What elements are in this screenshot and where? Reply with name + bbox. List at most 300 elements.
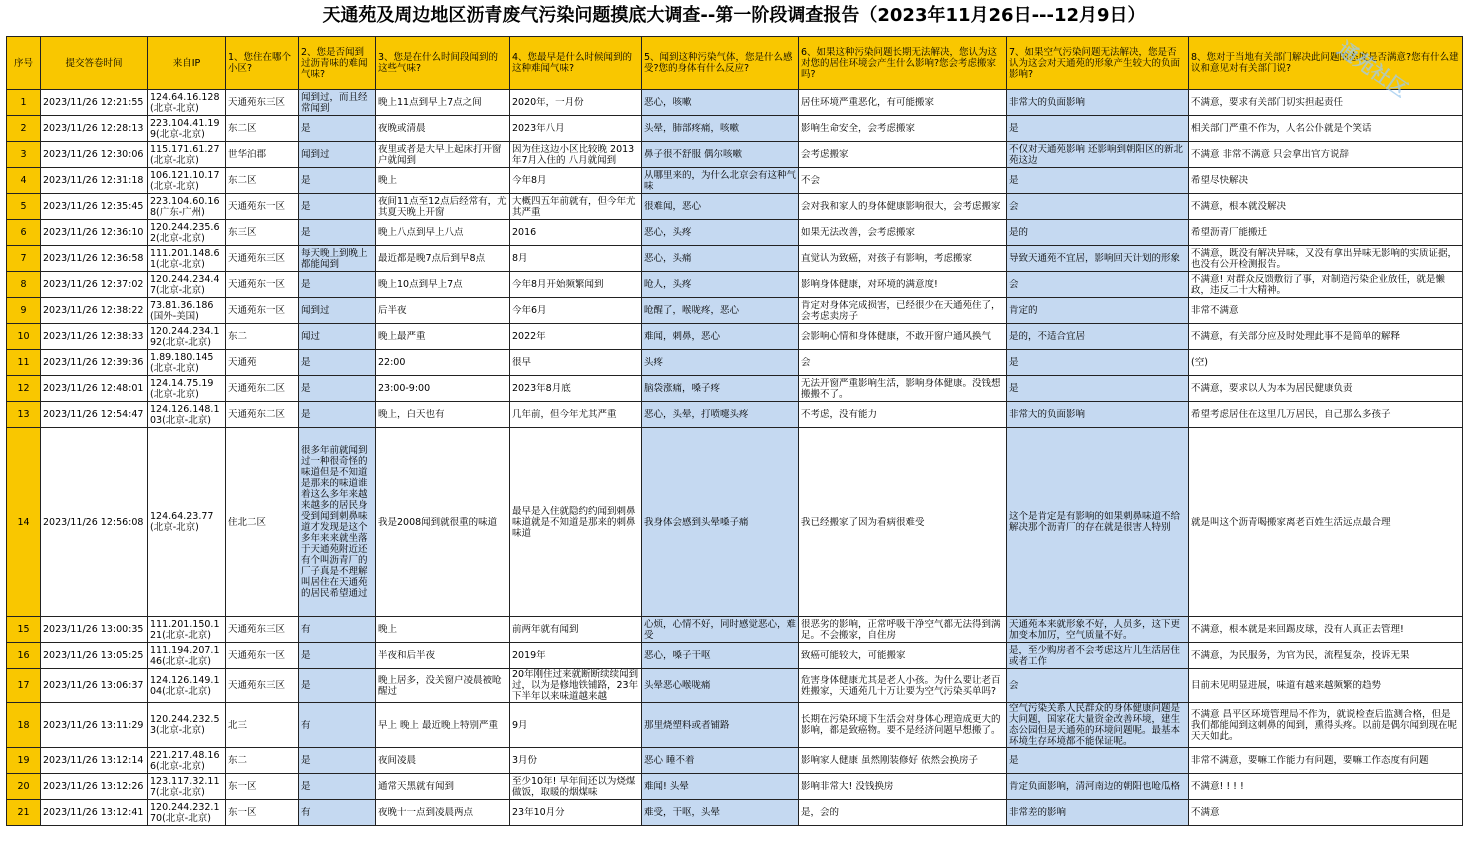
cell-q8 [1189,350,1463,376]
cell-no [7,298,41,324]
cell-q6 [799,272,1007,298]
cell-time [41,142,148,168]
cell-text: 22:00 [378,357,406,368]
cell-text: 2023/11/26 13:05:25 [43,650,144,661]
cell-text: 111.201.150.121(北京-北京) [150,618,220,641]
cell-ip [148,376,226,402]
cell-q4 [510,272,642,298]
cell-time [41,428,148,617]
cell-text: 脑袋涨痛，嗓子疼 [644,383,721,394]
cell-text: 目前未见明显进展，味道有越来越频繁的趋势 [1191,680,1382,691]
cell-q6 [799,298,1007,324]
cell-q5 [642,402,799,428]
cell-q6 [799,350,1007,376]
cell-q6 [799,800,1007,826]
cell-q8 [1189,194,1463,220]
cell-text: 21 [17,807,30,818]
cell-q6 [799,669,1007,703]
cell-text: 是 [301,227,311,238]
cell-q3 [376,90,510,116]
header-cell: 7、如果空气污染问题无法解决，您是否认为这会对天通苑的形象产生较大的负面影响? [1007,37,1189,90]
cell-q7 [1007,402,1189,428]
cell-q4 [510,116,642,142]
cell-q5 [642,428,799,617]
cell-q2 [299,643,376,669]
cell-text: 是 [301,201,311,212]
cell-text: 是 [1009,755,1019,766]
cell-text: 东二区 [228,175,257,186]
cell-text: 23年10月分 [512,807,565,818]
cell-q1 [226,246,299,272]
cell-q5 [642,350,799,376]
cell-time [41,168,148,194]
cell-q2 [299,350,376,376]
cell-q1 [226,748,299,774]
cell-ip [148,669,226,703]
cell-text: 通常天黑就有闻到 [378,781,455,792]
cell-text: 恶心，嗓子干呕 [644,650,711,661]
table-row [7,617,1463,643]
cell-text: 13 [17,409,30,420]
cell-text: 天通苑东一区 [228,279,286,290]
cell-q2 [299,272,376,298]
cell-text: 是 [301,357,311,368]
table-row [7,298,1463,324]
cell-text: 闻到过 [301,305,330,316]
cell-q7 [1007,669,1189,703]
cell-text: 晚上，白天也有 [378,409,445,420]
cell-q2 [299,194,376,220]
cell-ip [148,703,226,748]
cell-q4 [510,428,642,617]
cell-text: 难闻，刺鼻，恶心 [644,331,721,342]
cell-text: 6 [20,227,27,238]
cell-q1 [226,376,299,402]
cell-text: 几年前，但今年尤其严重 [512,409,617,420]
cell-q3 [376,194,510,220]
cell-q5 [642,194,799,220]
cell-text: (空) [1191,357,1208,368]
cell-q2 [299,376,376,402]
cell-text: 不满意 非常不满意 只会拿出官方说辞 [1191,149,1350,160]
cell-q7 [1007,116,1189,142]
cell-q4 [510,703,642,748]
cell-text: 20 [17,781,30,792]
cell-text: 至少10年! 早年间还以为烧煤做饭，取暖的烟煤味 [512,775,636,798]
cell-no [7,324,41,350]
cell-q1 [226,116,299,142]
cell-text: 2023/11/26 13:12:14 [43,755,144,766]
cell-text: 3月份 [512,755,538,766]
cell-text: 恶心，咳嗽 [644,97,692,108]
table-row [7,246,1463,272]
cell-q2 [299,800,376,826]
cell-q3 [376,298,510,324]
cell-text: 难闻! 头晕 [644,781,689,792]
cell-text: 不会 [801,175,821,186]
cell-q2 [299,402,376,428]
cell-no [7,402,41,428]
table-row [7,402,1463,428]
cell-text: 希望沥青厂能搬迁 [1191,227,1268,238]
cell-text: 2023/11/26 12:30:06 [43,149,144,160]
cell-text: 北三 [228,719,248,731]
cell-text: 因为住这边小区比较晚 2013年7月入住的 八月就闻到 [512,143,635,166]
cell-q7 [1007,800,1189,826]
cell-text: 有 [301,719,311,731]
cell-time [41,402,148,428]
cell-q5 [642,90,799,116]
cell-q4 [510,90,642,116]
cell-q8 [1189,703,1463,748]
cell-q4 [510,669,642,703]
cell-text: 心烦，心情不好，同时感觉恶心，难受 [644,618,796,641]
cell-q3 [376,703,510,748]
cell-text: 肯定负面影响，清河南边的朝阳也呛瓜格 [1009,781,1181,792]
cell-text: 恶心，头晕，打喷嚏头疼 [644,409,749,420]
cell-text: 不满意，既没有解决异味，又没有拿出异味无影响的实质证据，也没有公开检测报告。 [1191,247,1458,270]
cell-text: 夜晚十一点到凌晨两点 [378,807,474,818]
cell-text: 17 [17,680,30,691]
cell-q8 [1189,168,1463,194]
cell-ip [148,324,226,350]
cell-q6 [799,703,1007,748]
cell-no [7,800,41,826]
cell-q1 [226,194,299,220]
cell-text: 不仅对天通苑影响 还影响到朝阳区的新北苑这边 [1009,143,1184,166]
cell-q7 [1007,617,1189,643]
cell-ip [148,774,226,800]
cell-text: 非常大的负面影响 [1009,409,1086,420]
cell-text: 天通苑东二区 [228,383,286,394]
cell-q3 [376,272,510,298]
cell-q3 [376,168,510,194]
header-cell: 4、您最早是什么时候闻到的这种难闻气味? [510,37,642,90]
cell-text: 闻到过，而且经常闻到 [301,91,368,114]
header-cell: 提交答卷时间 [41,37,148,90]
cell-q8 [1189,90,1463,116]
cell-q6 [799,428,1007,617]
cell-text: 不满意 昌平区环境管理局不作为，就说检查后监测合格，但是我们都能闻到这刺鼻的闻到，熏得头疼。以前是偶尔闻到现在呢 天天如此。 [1191,708,1458,742]
cell-text: 会 [1009,201,1019,212]
cell-text: 空气污染关系人民群众的身体健康问题是大问题，国家花大量资金改善环境，建生态公园但是天通苑的环境问题呢。最基本环境生存环境都不能保证呢。 [1009,703,1181,747]
cell-text: 希望考虑居住在这里几万居民，自己那么多孩子 [1191,409,1391,420]
cell-text: 恶心，头疼 [644,227,692,238]
cell-text: 前两年就有闻到 [512,624,579,635]
cell-time [41,703,148,748]
cell-q8 [1189,402,1463,428]
cell-text: 东三区 [228,227,257,238]
table-row [7,669,1463,703]
cell-text: 致癌可能较大，可能搬家 [801,650,906,661]
cell-ip [148,142,226,168]
cell-text: 2023/11/26 12:54:47 [43,409,144,420]
cell-text: 天通苑东一区 [228,201,286,212]
cell-text: 是 [301,279,311,290]
cell-q2 [299,90,376,116]
cell-text: 晚上八点到早上八点 [378,227,464,238]
cell-text: 最早是入住就隐约约闻到刺鼻味道就是不知道是那来的刺鼻味道 [512,505,636,539]
cell-q4 [510,246,642,272]
cell-q3 [376,220,510,246]
cell-q1 [226,324,299,350]
cell-time [41,324,148,350]
cell-text: 不满意，有关部分应及时处理此事不是简单的解释 [1191,331,1401,342]
cell-text: 111.201.148.61(北京-北京) [150,247,220,270]
cell-ip [148,350,226,376]
cell-q7 [1007,168,1189,194]
cell-text: 9月 [512,719,528,731]
cell-q5 [642,617,799,643]
cell-text: 124.14.75.19(北京-北京) [150,377,214,400]
cell-ip [148,168,226,194]
cell-q3 [376,350,510,376]
cell-text: 不考虑，没有能力 [801,409,878,420]
cell-time [41,617,148,643]
cell-text: 天通苑东二区 [228,409,286,420]
cell-text: 2022年 [512,331,546,342]
cell-text: 东一区 [228,807,257,818]
cell-q8 [1189,246,1463,272]
cell-q1 [226,428,299,617]
cell-text: 115.171.61.27(北京-北京) [150,143,220,166]
cell-q3 [376,428,510,617]
cell-q5 [642,142,799,168]
cell-q8 [1189,774,1463,800]
cell-text: 9 [20,305,27,316]
cell-no [7,350,41,376]
cell-text: 2023/11/26 12:56:08 [43,516,144,528]
cell-no [7,703,41,748]
cell-text: 晚上最严重 [378,331,426,342]
cell-text: 是 [301,650,311,661]
cell-q5 [642,800,799,826]
cell-text: 2023/11/26 12:35:45 [43,201,144,212]
cell-q3 [376,617,510,643]
cell-q1 [226,703,299,748]
cell-time [41,800,148,826]
cell-no [7,168,41,194]
cell-text: 会对我和家人的身体健康影响很大，会考虑搬家 [801,201,1001,212]
cell-q5 [642,774,799,800]
cell-time [41,90,148,116]
cell-q6 [799,774,1007,800]
cell-time [41,298,148,324]
stamp-text: 通苑社区 [1333,36,1413,102]
cell-q7 [1007,643,1189,669]
cell-text: 肯定的 [1009,305,1038,316]
table-row [7,748,1463,774]
cell-text: 很早 [512,357,532,368]
cell-text: 2 [20,123,27,134]
cell-text: 天通苑 [228,357,257,368]
cell-text: 2019年 [512,650,546,661]
cell-q3 [376,643,510,669]
cell-text: 危害身体健康尤其是老人小孩。为什么要让老百姓搬家，天通苑几十万让要为空气污染买单吗? [801,674,1001,697]
cell-q7 [1007,428,1189,617]
cell-q1 [226,298,299,324]
cell-text: 很难闻，恶心 [644,201,702,212]
cell-ip [148,246,226,272]
header-cell: 5、闻到这种污染气体，您是什么感受?您的身体有什么反应? [642,37,799,90]
cell-text: 124.64.23.77(北京-北京) [150,511,214,533]
cell-q5 [642,324,799,350]
cell-text: 是 [1009,383,1019,394]
cell-ip [148,220,226,246]
table-row [7,703,1463,748]
cell-q4 [510,643,642,669]
cell-text: 头晕恶心喉咙痛 [644,680,711,691]
cell-ip [148,272,226,298]
cell-q8 [1189,324,1463,350]
cell-text: 东二区 [228,123,257,134]
cell-text: 晚上居多，没关窗户凌晨被呛醒过 [378,674,502,697]
cell-ip [148,90,226,116]
cell-time [41,376,148,402]
table-row [7,324,1463,350]
cell-q6 [799,90,1007,116]
cell-text: 影响生命安全，会考虑搬家 [801,123,916,134]
cell-no [7,142,41,168]
cell-text: 很多年前就闻到过一种很奇怪的味道但是不知道是那来的味道谁着这么多年来越来越多的居民身受到闻到刺鼻味道才发现是这个多年来来就坐落于天通苑附近还有个叫沥青厂的厂子真是不理解叫居住在天通苑的居民希望通过 [301,445,368,599]
cell-text: 大概四五年前就有，但今年尤其严重 [512,195,636,218]
cell-text: 晚上10点到早上7点 [378,279,463,290]
cell-q7 [1007,703,1189,748]
cell-q7 [1007,272,1189,298]
cell-text: 2023/11/26 13:12:26 [43,781,144,792]
cell-q5 [642,748,799,774]
cell-text: 120.244.234.192(北京-北京) [150,325,220,348]
cell-q4 [510,194,642,220]
cell-text: 111.194.207.146(北京-北京) [150,644,220,667]
cell-q3 [376,376,510,402]
cell-q1 [226,800,299,826]
cell-text: 不满意，要求以人为本为居民健康负责 [1191,383,1353,394]
cell-text: 今年8月开始频繁闻到 [512,279,604,290]
cell-q6 [799,142,1007,168]
cell-q1 [226,643,299,669]
cell-q1 [226,142,299,168]
cell-time [41,246,148,272]
cell-text: 是 [301,175,311,186]
cell-text: 每天晚上到晚上都能闻到 [301,247,368,270]
cell-q8 [1189,800,1463,826]
cell-text: 很恶劣的影响，正常呼吸干净空气都无法得到满足。不会搬家，自住房 [801,618,1001,641]
cell-q4 [510,220,642,246]
cell-text: 是 [1009,123,1019,134]
cell-text: 非常大的负面影响 [1009,97,1086,108]
cell-text: 12 [17,383,30,394]
cell-text: 今年8月 [512,175,547,186]
cell-text: 夜间凌晨 [378,755,417,766]
cell-q1 [226,774,299,800]
cell-q8 [1189,220,1463,246]
cell-q6 [799,402,1007,428]
cell-text: 不满意! 对群众反馈敷衍了事，对制造污染企业放任，就是懒政，违反二十大精神。 [1191,273,1445,296]
cell-text: 是 [1009,175,1019,186]
cell-text: 闻过 [301,331,321,342]
cell-text: 鼻子很不舒服 偶尔咳嗽 [644,149,743,160]
cell-text: 我已经搬家了因为看病很难受 [801,516,925,528]
cell-text: 120.244.234.47(北京-北京) [150,273,220,296]
cell-q4 [510,402,642,428]
cell-text: 1.89.180.145(北京-北京) [150,351,214,374]
cell-q3 [376,402,510,428]
cell-q2 [299,220,376,246]
cell-text: 18 [17,719,30,731]
cell-q8 [1189,376,1463,402]
cell-text: 15 [17,624,30,635]
cell-text: 2023/11/26 12:36:58 [43,253,144,264]
cell-text: 2023/11/26 12:28:13 [43,123,144,134]
cell-text: 1 [20,97,27,108]
cell-q5 [642,246,799,272]
cell-q4 [510,376,642,402]
cell-q7 [1007,298,1189,324]
cell-q4 [510,350,642,376]
cell-text: 无法开窗严重影响生活，影响身体健康。没钱想搬搬不了。 [801,377,1001,400]
cell-text: 有 [301,807,311,818]
header-cell: 1、您住在哪个小区? [226,37,299,90]
table-row [7,142,1463,168]
cell-text: 8月 [512,253,528,264]
cell-text: 123.117.32.117(北京-北京) [150,775,220,798]
cell-text: 2023/11/26 12:38:33 [43,331,144,342]
cell-q2 [299,748,376,774]
cell-text: 影响家人健康 虽然刚装修好 依然会换房子 [801,755,979,766]
cell-text: 120.244.232.170(北京-北京) [150,801,220,824]
cell-text: 16 [17,650,30,661]
cell-text: 124.126.148.103(北京-北京) [150,403,220,426]
cell-text: 2023/11/26 12:31:18 [43,175,144,186]
cell-text: 直觉认为致癌，对孩子有影响，考虑搬家 [801,253,973,264]
cell-text: 2023年8月底 [512,383,571,394]
cell-no [7,194,41,220]
cell-text: 东二 [228,331,248,342]
cell-text: 头疼 [644,357,664,368]
cell-time [41,350,148,376]
cell-text: 肯定对身体完成损害，已经很少在天通苑住了，会考虑卖房子 [801,299,1001,322]
cell-q7 [1007,90,1189,116]
cell-q5 [642,643,799,669]
table-row [7,350,1463,376]
cell-q2 [299,168,376,194]
cell-text: 2023/11/26 13:12:41 [43,807,144,818]
cell-q3 [376,800,510,826]
cell-text: 4 [20,175,27,186]
cell-text: 是 [301,680,311,691]
cell-text: 夜间11点至12点后经常有，尤其夏天晚上开窗 [378,195,507,218]
cell-text: 天通苑东一区 [228,305,286,316]
cell-text: 不满意，根本就是来回踢皮球，没有人真正去管理! [1191,624,1404,635]
cell-text: 不满意，要求有关部门切实担起责任 [1191,97,1344,108]
cell-q7 [1007,350,1189,376]
cell-text: 就是叫这个沥青喝搬家离老百姓生活远点最合理 [1191,516,1391,528]
cell-no [7,428,41,617]
table-row [7,116,1463,142]
cell-text: 2020年，一月份 [512,97,584,108]
cell-text: 影响身体健康，对环境的满意度! [801,279,938,290]
cell-q5 [642,168,799,194]
cell-text: 2023/11/26 12:37:02 [43,279,144,290]
cell-text: 2016 [512,227,537,238]
cell-text: 是 [301,781,311,792]
cell-q5 [642,376,799,402]
cell-q6 [799,376,1007,402]
cell-no [7,116,41,142]
cell-q2 [299,298,376,324]
cell-text: 半夜和后半夜 [378,650,436,661]
